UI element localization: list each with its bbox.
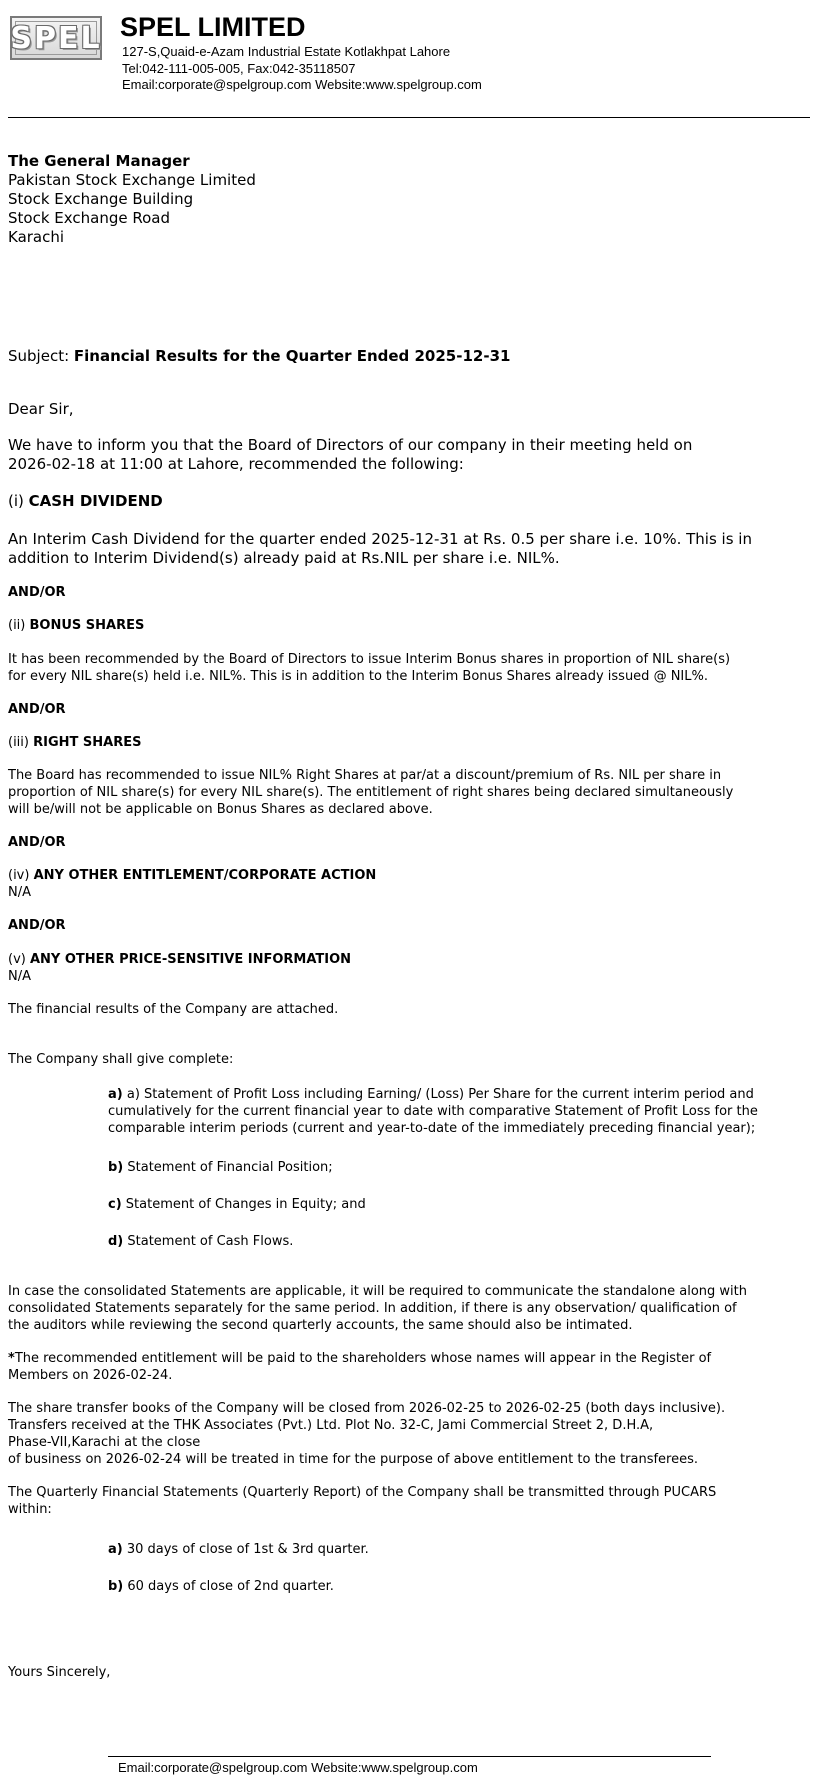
other-entitlement-heading: (iv) ANY OTHER ENTITLEMENT/CORPORATE ACTION bbox=[8, 868, 377, 883]
entitlement-note: *The recommended entitlement will be paid to the shareholders whose names will appear in the Register of bbox=[8, 1351, 712, 1366]
price-sensitive-heading: (v) ANY OTHER PRICE-SENSITIVE INFORMATION bbox=[8, 952, 352, 967]
cash-dividend-heading: (i) CASH DIVIDEND bbox=[8, 492, 163, 510]
recipient-line: Stock Exchange Road bbox=[8, 209, 170, 227]
results-attached: The financial results of the Company are attached. bbox=[8, 1002, 339, 1017]
company-logo bbox=[10, 16, 102, 60]
transfer-books-line: Phase-VII,Karachi at the close bbox=[8, 1435, 201, 1450]
other-entitlement-value: N/A bbox=[8, 885, 31, 900]
company-contact: Email:corporate@spelgroup.com Website:www.spelgroup.com bbox=[122, 77, 482, 92]
consolidated-line: the auditors while reviewing the second quarterly accounts, the same should also be intimated. bbox=[8, 1318, 633, 1333]
within-a: a) 30 days of close of 1st & 3rd quarter. bbox=[108, 1542, 369, 1557]
right-shares-line: The Board has recommended to issue NIL% Right Shares at par/at a discount/premium of Rs. NIL per share in bbox=[8, 768, 722, 783]
company-phone: Tel:042-111-005-005, Fax:042-35118507 bbox=[122, 61, 356, 76]
andor-label: AND/OR bbox=[8, 702, 66, 717]
quarterly-line: within: bbox=[8, 1502, 52, 1517]
entitlement-note-line: Members on 2026-02-24. bbox=[8, 1368, 173, 1383]
cash-dividend-line: An Interim Cash Dividend for the quarter ended 2025-12-31 at Rs. 0.5 per share i.e. 10%. This is in bbox=[8, 530, 752, 548]
statement-a-line: cumulatively for the current financial year to date with comparative Statement of Profit Loss for the bbox=[108, 1104, 758, 1119]
header-divider bbox=[8, 117, 810, 118]
subject-label: Subject: bbox=[8, 347, 74, 365]
subject-line bbox=[8, 347, 510, 366]
andor-label: AND/OR bbox=[8, 835, 66, 850]
transfer-books-line: The share transfer books of the Company will be closed from 2026-02-25 to 2026-02-25 (both days inclusive). bbox=[8, 1401, 726, 1416]
bonus-line: It has been recommended by the Board of Directors to issue Interim Bonus shares in proportion of NIL share(s) bbox=[8, 652, 731, 667]
right-shares-line: proportion of NIL share(s) for every NIL share(s). The entitlement of right shares being declared simultaneously bbox=[8, 785, 734, 800]
company-name: SPEL LIMITED bbox=[120, 12, 306, 42]
right-shares-heading: (iii) RIGHT SHARES bbox=[8, 735, 142, 750]
right-shares-line: will be/will not be applicable on Bonus Shares as declared above. bbox=[8, 802, 433, 817]
recipient-line: Karachi bbox=[8, 228, 65, 246]
quarterly-line: The Quarterly Financial Statements (Quarterly Report) of the Company shall be transmitted through PUCARS bbox=[8, 1485, 717, 1500]
consolidated-line: In case the consolidated Statements are applicable, it will be required to communicate the standalone along with bbox=[8, 1284, 747, 1299]
give-complete: The Company shall give complete: bbox=[8, 1052, 234, 1067]
price-sensitive-value: N/A bbox=[8, 969, 31, 984]
company-address: 127-S,Quaid-e-Azam Industrial Estate Kotlakhpat Lahore bbox=[122, 44, 451, 59]
statement-a: a) a) Statement of Profit Loss including Earning/ (Loss) Per Share for the current interim period and bbox=[108, 1087, 754, 1102]
subject-text: Financial Results for the Quarter Ended 2025-12-31 bbox=[73, 347, 511, 365]
transfer-books-line: of business on 2026-02-24 will be treated in time for the purpose of above entitlement to the transferees. bbox=[8, 1452, 698, 1467]
closing: Yours Sincerely, bbox=[8, 1665, 111, 1680]
cash-dividend-line: addition to Interim Dividend(s) already paid at Rs.NIL per share i.e. NIL%. bbox=[8, 549, 560, 567]
transfer-books-line: Transfers received at the THK Associates (Pvt.) Ltd. Plot No. 32-C, Jami Commercial Street 2, D.H.A, bbox=[8, 1418, 654, 1433]
recipient-title: The General Manager bbox=[8, 152, 190, 170]
statement-a-line: comparable interim periods (current and year-to-date of the immediately preceding financial year); bbox=[108, 1121, 756, 1136]
statement-c: c) Statement of Changes in Equity; and bbox=[108, 1197, 366, 1212]
recipient-line: Stock Exchange Building bbox=[8, 190, 194, 208]
within-b: b) 60 days of close of 2nd quarter. bbox=[108, 1579, 334, 1594]
footer-divider bbox=[108, 1756, 711, 1757]
bonus-heading: (ii) BONUS SHARES bbox=[8, 618, 145, 633]
consolidated-line: consolidated Statements separately for the same period. In addition, if there is any observation/ qualification of bbox=[8, 1301, 737, 1316]
bonus-line: for every NIL share(s) held i.e. NIL%. This is in addition to the Interim Bonus Shares already issued @ NIL%. bbox=[8, 669, 708, 684]
footer-contact: Email:corporate@spelgroup.com Website:www.spelgroup.com bbox=[118, 1760, 478, 1775]
statement-b: b) Statement of Financial Position; bbox=[108, 1160, 333, 1175]
andor-label: AND/OR bbox=[8, 585, 66, 600]
intro-line: 2026-02-18 at 11:00 at Lahore, recommended the following: bbox=[8, 455, 464, 473]
intro-line: We have to inform you that the Board of Directors of our company in their meeting held on bbox=[8, 436, 693, 454]
salutation: Dear Sir, bbox=[8, 400, 74, 418]
logo-text: SPEL bbox=[10, 20, 102, 56]
recipient-line: Pakistan Stock Exchange Limited bbox=[8, 171, 256, 189]
andor-label: AND/OR bbox=[8, 918, 66, 933]
statement-d: d) Statement of Cash Flows. bbox=[108, 1234, 294, 1249]
